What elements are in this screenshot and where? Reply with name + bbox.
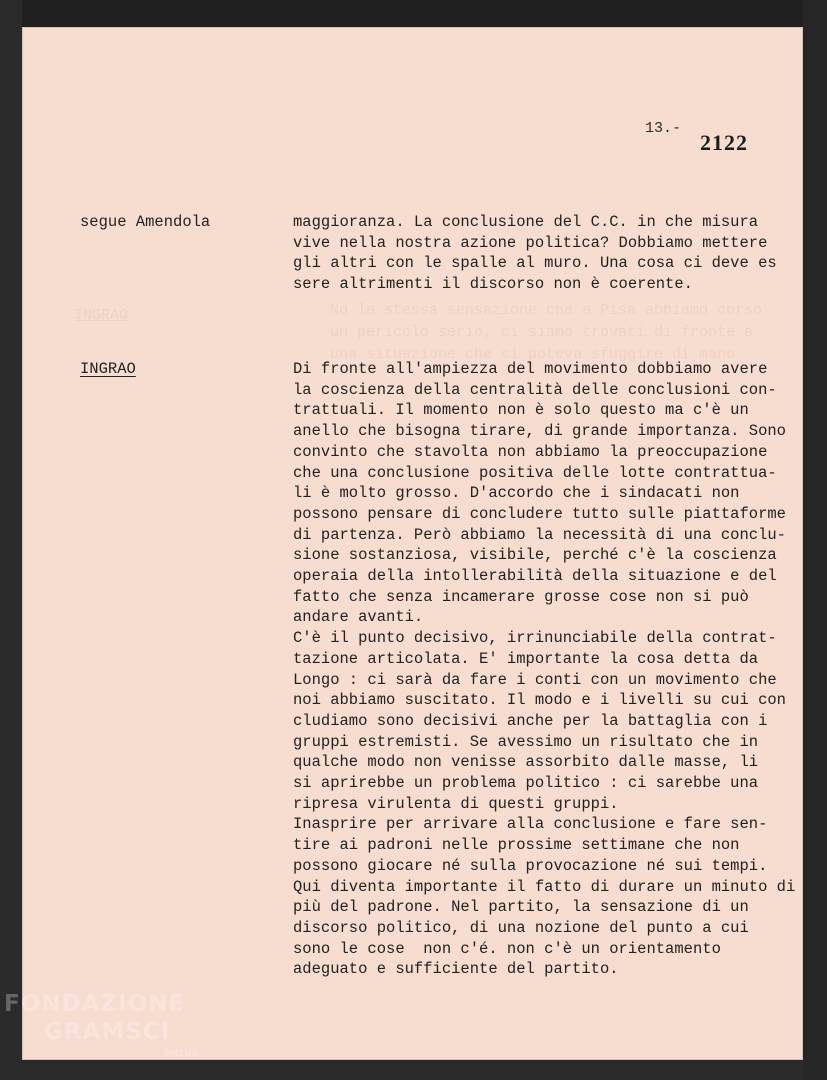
speaker-label: INGRAO bbox=[80, 360, 136, 378]
text-line: li è molto grosso. D'accordo che i sindacati non bbox=[293, 484, 740, 503]
text-line: anello che bisogna tirare, di grande importanza. Sono bbox=[293, 422, 786, 441]
watermark-line: GRAMSCI bbox=[44, 1019, 171, 1045]
text-line: la coscienza della centralità delle conclusioni con- bbox=[293, 380, 777, 399]
bleed-through-line: No la stessa sensazione che a Pisa abbiamo corso bbox=[330, 302, 763, 319]
text-line: trattuali. Il momento non è solo questo ma c'è un bbox=[293, 401, 749, 420]
watermark-line: FONDAZIONE bbox=[4, 991, 186, 1017]
text-line: possono giocare né sulla provocazione né sui tempi. bbox=[293, 856, 768, 875]
page-number: 2122 bbox=[700, 130, 748, 155]
text-line: fatto che senza incamerare grosse cose non si può bbox=[293, 587, 749, 606]
text-line: vive nella nostra azione politica? Dobbiamo mettere bbox=[293, 233, 768, 252]
text-line: possono pensare di concludere tutto sulle piattaforme bbox=[293, 504, 786, 523]
text-line: più del padrone. Nel partito, la sensazione di un bbox=[293, 898, 749, 917]
text-line: C'è il punto decisivo, irrinunciabile della contrat- bbox=[293, 629, 777, 648]
text-line: sione sostanziosa, visibile, perché c'è la coscienza bbox=[293, 546, 777, 565]
text-line: Longo : ci sarà da fare i conti con un movimento che bbox=[293, 670, 777, 689]
text-line: sere altrimenti il discorso non è coerente. bbox=[293, 275, 693, 294]
text-line: convinto che stavolta non abbiamo la preoccupazione bbox=[293, 442, 768, 461]
text-line: sono le cose non c'é. non c'è un orientamento bbox=[293, 939, 721, 958]
text-line: andare avanti. bbox=[293, 608, 424, 627]
speech-text bbox=[293, 212, 793, 295]
speech-text bbox=[293, 359, 796, 980]
speaker-label: segue Amendola bbox=[80, 213, 211, 231]
scan-background-top bbox=[0, 0, 827, 28]
page-number-prefix: 13.- bbox=[645, 120, 682, 137]
text-line: di partenza. Però abbiamo la necessità di una conclu- bbox=[293, 525, 786, 544]
text-line: Di fronte all'ampiezza del movimento dobbiamo avere bbox=[293, 360, 768, 378]
text-line: che una conclusione positiva delle lotte contrattua- bbox=[293, 463, 777, 482]
watermark-line: ONLUS bbox=[164, 1049, 199, 1059]
text-line: tazione articolata. E' importante la cosa detta da bbox=[293, 649, 759, 668]
text-line: adeguato e sufficiente del partito. bbox=[293, 960, 619, 979]
bleed-through-line: una situazione che ci poteva sfuggire di mano bbox=[330, 346, 736, 363]
text-line: si aprirebbe un problema politico : ci sarebbe una bbox=[293, 774, 759, 793]
text-line: cludiamo sono decisivi anche per la battaglia con i bbox=[293, 711, 768, 730]
text-line: qualche modo non venisse assorbito dalle masse, li bbox=[293, 753, 759, 772]
bleed-through-heading: INGRAO bbox=[74, 307, 129, 324]
scan-background-left bbox=[0, 0, 22, 1080]
text-line: gruppi estremisti. Se avessimo un risultato che in bbox=[293, 732, 759, 751]
text-line: maggioranza. La conclusione del C.C. in che misura bbox=[293, 213, 759, 231]
text-line: operaia della intollerabilità della situazione e del bbox=[293, 567, 777, 586]
bleed-through-line: un pericolo serio, ci siamo trovati di fronte a bbox=[330, 324, 754, 341]
text-line: discorso politico, di una nozione del punto a cui bbox=[293, 918, 749, 937]
text-line: ripresa virulenta di questi gruppi. bbox=[293, 794, 619, 813]
fondazione-gramsci-watermark bbox=[4, 990, 198, 1068]
text-line: Qui diventa importante il fatto di durare un minuto di bbox=[293, 877, 796, 896]
text-line: Inasprire per arrivare alla conclusione e fare sen- bbox=[293, 815, 768, 834]
text-line: noi abbiamo suscitato. Il modo e i livelli su cui con bbox=[293, 691, 786, 710]
scan-background-right bbox=[803, 0, 827, 1080]
text-line: tire ai padroni nelle prossime settimane che non bbox=[293, 836, 740, 855]
text-line: gli altri con le spalle al muro. Una cosa ci deve es bbox=[293, 254, 777, 273]
